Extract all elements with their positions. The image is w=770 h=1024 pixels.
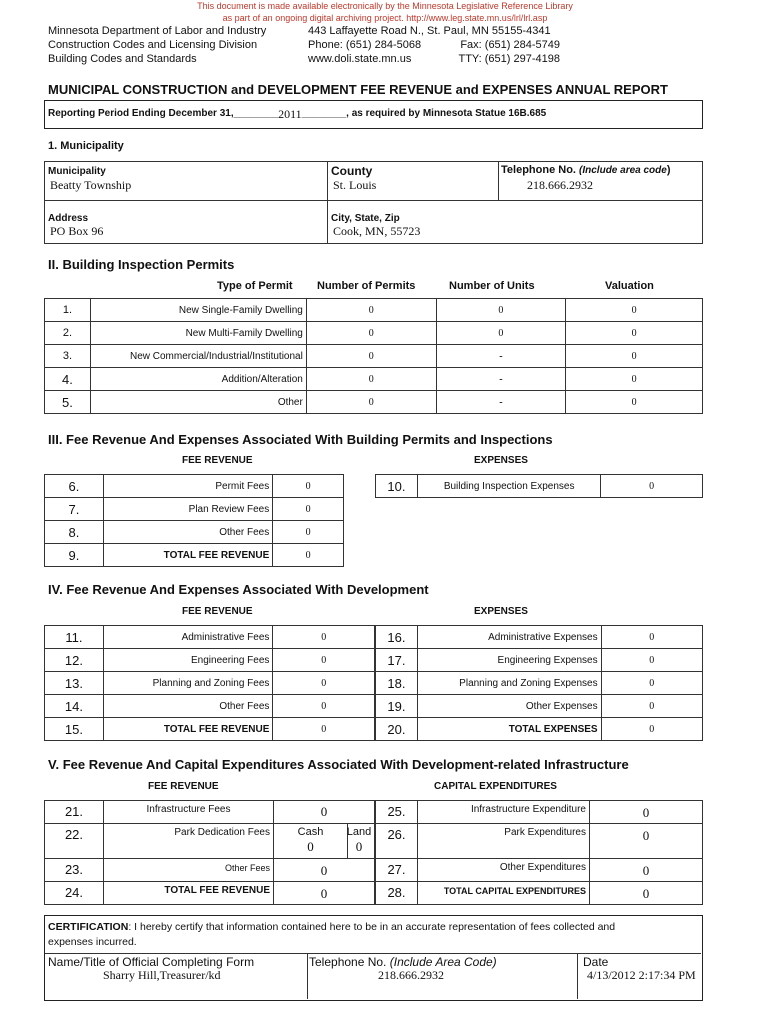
row-number: 12. [45,649,104,672]
certification-box [44,915,703,1001]
county-cell[interactable] [327,161,499,201]
row-number: 19. [376,695,418,718]
table-row [45,475,344,498]
land-label: Land [346,826,372,838]
city-label: City, State, Zip [331,213,400,224]
certification-text [48,920,698,950]
table-row [45,695,375,718]
row-number: 20. [376,718,418,741]
expenditure-value[interactable]: 0 [590,801,702,824]
valuation-value[interactable]: 0 [566,368,703,391]
expenditure-label: Infrastructure Expenditure [418,801,590,824]
fee-label: TOTAL FEE REVENUE [104,882,274,904]
expenses-heading: EXPENSES [474,455,528,466]
fee-value[interactable]: 0 [273,626,375,649]
fee-label: Other Fees [103,695,273,718]
row-number: 8. [45,521,104,544]
table-row [376,695,703,718]
reporting-year[interactable]: 2011 [278,107,302,121]
permit-count[interactable]: 0 [306,391,436,414]
expense-value[interactable]: 0 [601,475,703,498]
agency-line-2: Construction Codes and Licensing Division [48,39,258,51]
section-5-title: V. Fee Revenue And Capital Expenditures Associated With Development-related Infrastructure [48,757,629,772]
table-row [45,345,703,368]
phone-label-italic: (Include area code [579,165,667,176]
certification-statement: : I hereby certify that information contained here to be in an accurate representation of fees collected and [128,921,616,933]
fee-revenue-heading: FEE REVENUE [182,455,253,466]
certification-phone-label [309,955,497,969]
report-title: MUNICIPAL CONSTRUCTION and DEVELOPMENT FEE REVENUE and EXPENSES ANNUAL REPORT [48,82,668,97]
fee-label: TOTAL FEE REVENUE [103,544,272,567]
expense-value[interactable]: 0 [601,672,702,695]
fee-label: Planning and Zoning Fees [103,672,273,695]
address-value: PO Box 96 [50,224,104,238]
table-row [45,672,375,695]
county-label: County [331,164,373,178]
fee-revenue-heading: FEE REVENUE [148,781,219,792]
col-number-of-permits: Number of Permits [317,280,416,292]
fee-value[interactable]: 0 [273,544,344,567]
fee-revenue-heading: FEE REVENUE [182,606,253,617]
municipality-cell[interactable] [44,161,328,201]
row-number: 7. [45,498,104,521]
row-number: 10. [376,475,418,498]
agency-tty: TTY: (651) 297-4198 [458,53,560,65]
city-cell[interactable] [327,200,703,244]
row-number: 11. [45,626,104,649]
row-number: 16. [376,626,418,649]
phone-label-end: ) [666,164,671,176]
fee-label: Park Dedication Fees [104,824,274,859]
table-row [376,672,703,695]
cash-value: 0 [307,839,314,854]
certification-phone-value[interactable]: 218.666.2932 [378,968,444,982]
fee-label: Permit Fees [103,475,272,498]
expenditure-value[interactable]: 0 [642,886,650,901]
certification-label: CERTIFICATION [48,921,129,933]
official-name-value[interactable]: Sharry Hill,Treasurer/kd [103,968,221,982]
fee-label: Administrative Fees [103,626,273,649]
row-number: 14. [45,695,104,718]
other-fee-value[interactable]: 0 [274,859,374,882]
section-4-title: IV. Fee Revenue And Expenses Associated With Development [48,582,429,597]
fee-value[interactable]: 0 [273,498,344,521]
permit-type: New Commercial/Industrial/Institutional [90,345,306,368]
permit-count[interactable]: 0 [306,345,436,368]
expense-value[interactable]: 0 [601,695,702,718]
archive-banner [0,0,770,24]
table-row [376,649,703,672]
reporting-prefix: Reporting Period Ending December 31,________ [48,108,279,119]
infrastructure-fee-value[interactable]: 0 [274,801,374,824]
phone-label [501,164,671,176]
permit-type: New Multi-Family Dwelling [90,322,306,345]
row-number: 4. [45,368,91,391]
row-number: 6. [45,475,104,498]
row-number: 2. [45,322,91,345]
row-number: 21. [45,801,104,824]
table-row [376,626,703,649]
row-number: 18. [376,672,418,695]
county-value: St. Louis [333,178,377,192]
agency-line-1: Minnesota Department of Labor and Industry [48,25,267,37]
row-number: 24. [45,882,104,904]
permits-table [44,298,703,414]
unit-count[interactable]: 0 [436,299,566,322]
permit-count[interactable]: 0 [306,322,436,345]
fee-label: TOTAL FEE REVENUE [103,718,273,741]
date-label: Date [583,955,609,969]
row-number: 3. [45,345,91,368]
permit-count[interactable]: 0 [306,299,436,322]
row-number: 5. [45,391,91,414]
section-1-title: 1. Municipality [48,140,124,152]
valuation-value[interactable]: 0 [566,391,703,414]
row-number: 25. [376,801,418,824]
permit-type: Other [90,391,306,414]
table-row [45,544,344,567]
agency-address: 443 Laffayette Road N., St. Paul, MN 55155-4341 [308,25,551,37]
certification-phone-label-text: Telephone No. [309,955,390,969]
unit-count[interactable]: 0 [436,322,566,345]
certification-statement-2: expenses incurred. [48,936,137,948]
building-fee-table [44,474,344,567]
valuation-value[interactable]: 0 [566,345,703,368]
fee-label: Infrastructure Fees [104,801,274,824]
row-number: 28. [376,882,418,904]
certification-phone-label-italic: (Include Area Code) [389,955,497,969]
row-number: 1. [45,299,91,322]
development-fee-table [44,625,375,741]
table-row [45,649,375,672]
row-number: 26. [376,824,418,859]
development-expense-table [375,625,703,741]
fee-label: Other Fees [104,859,274,882]
agency-block [48,24,266,66]
row-number: 15. [45,718,104,741]
capital-expenditures-heading: CAPITAL EXPENDITURES [434,781,557,792]
row-number: 23. [45,859,104,882]
phone-value: 218.666.2932 [527,178,593,192]
section-3-title: III. Fee Revenue And Expenses Associated With Building Permits and Inspections [48,432,553,447]
permit-type: New Single-Family Dwelling [90,299,306,322]
row-number: 13. [45,672,104,695]
table-row [45,521,344,544]
banner-line-1: This document is made available electronically by the Minnesota Legislative Reference Library [197,1,573,11]
phone-label-text: Telephone No. [501,164,580,176]
expense-label: Building Inspection Expenses [417,475,600,498]
fee-value[interactable]: 0 [273,695,375,718]
table-row [376,475,703,498]
fee-label: Plan Review Fees [103,498,272,521]
building-expense-table [375,474,703,498]
fee-value[interactable]: 0 [273,475,344,498]
agency-fax: Fax: (651) 284-5749 [460,39,560,51]
table-row [45,391,703,414]
row-number: 9. [45,544,104,567]
expense-value[interactable]: 0 [601,649,702,672]
reporting-period [48,105,546,120]
col-valuation: Valuation [605,280,654,292]
official-name-label: Name/Title of Official Completing Form [48,955,255,969]
expenditure-label: Other Expenditures [418,859,590,882]
fee-label: Other Fees [103,521,272,544]
expense-label: Administrative Expenses [417,626,601,649]
infrastructure-fee-grid [44,800,375,905]
col-number-of-units: Number of Units [449,280,535,292]
unit-count[interactable]: - [436,368,566,391]
expense-value[interactable]: 0 [601,626,702,649]
expense-label: TOTAL EXPENSES [417,718,601,741]
agency-website: www.doli.state.mn.us [308,53,412,65]
expense-value[interactable]: 0 [601,718,702,741]
cash-label: Cash [297,826,324,838]
valuation-value[interactable]: 0 [566,299,703,322]
address-cell[interactable] [44,200,328,244]
banner-line-2: as part of an ongoing digital archiving project. http://www.leg.state.mn.us/lrl/lrl.asp [222,13,548,23]
section-2-title: II. Building Inspection Permits [48,257,235,272]
permit-type: Addition/Alteration [90,368,306,391]
expenses-heading: EXPENSES [474,606,528,617]
table-row [45,626,375,649]
capital-expenditure-grid [375,800,703,905]
land-value: 0 [355,839,363,854]
expense-label: Engineering Expenses [417,649,601,672]
fee-value[interactable]: 0 [273,718,375,741]
row-number: 17. [376,649,418,672]
table-row [45,498,344,521]
phone-cell[interactable] [498,161,703,201]
fee-value[interactable]: 0 [273,672,375,695]
city-value: Cook, MN, 55723 [333,224,421,238]
agency-line-3: Building Codes and Standards [48,53,197,65]
expenditure-value[interactable]: 0 [590,859,702,882]
date-value[interactable]: 4/13/2012 2:17:34 PM [587,968,696,982]
fee-label: Engineering Fees [103,649,273,672]
unit-count[interactable]: - [436,391,566,414]
table-row [45,718,375,741]
fee-value[interactable]: 0 [273,649,375,672]
municipality-value: Beatty Township [50,178,132,192]
expenditure-value[interactable]: 0 [590,824,702,859]
fee-value[interactable]: 0 [273,521,344,544]
expense-label: Planning and Zoning Expenses [417,672,601,695]
table-row [45,322,703,345]
reporting-period-box [44,100,703,129]
municipality-label: Municipality [48,166,106,177]
reporting-suffix: ________, as required by Minnesota Statue 16B.685 [301,108,547,119]
contact-block [308,24,560,66]
expense-label: Other Expenses [417,695,601,718]
table-row [45,299,703,322]
row-number: 22. [45,824,104,859]
permit-count[interactable]: 0 [306,368,436,391]
agency-phone: Phone: (651) 284-5068 [308,39,422,51]
row-number: 27. [376,859,418,882]
expenditure-label: TOTAL CAPITAL EXPENDITURES [418,882,590,904]
total-fee-value[interactable]: 0 [320,886,328,901]
expenditure-label: Park Expenditures [418,824,590,859]
col-type-of-permit: Type of Permit [217,280,293,292]
table-row [45,368,703,391]
address-label: Address [48,213,89,224]
unit-count[interactable]: - [436,345,566,368]
table-row [376,718,703,741]
valuation-value[interactable]: 0 [566,322,703,345]
